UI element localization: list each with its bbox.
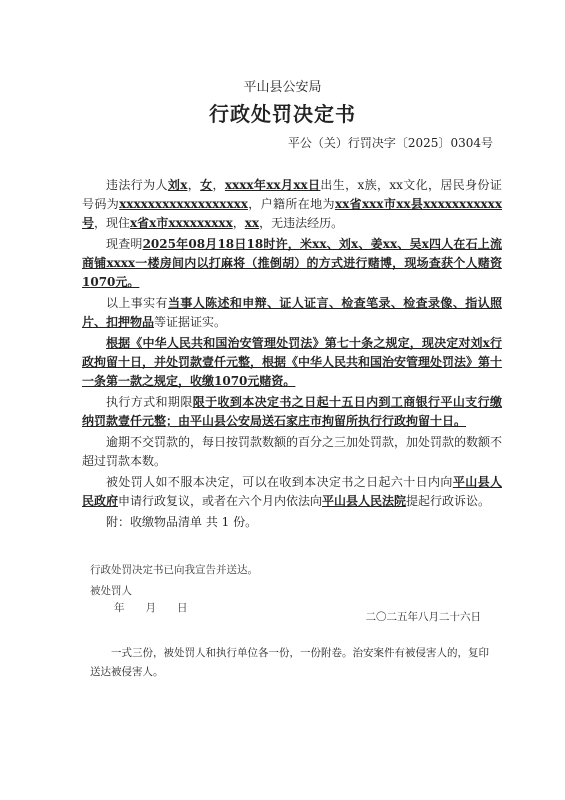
- text: 以上事实有: [106, 296, 168, 310]
- delivery-statement: 行政处罚决定书已向我宣告并送达。: [90, 564, 258, 576]
- issuing-agency: 平山县公安局: [243, 80, 322, 95]
- document-number: 平公（关）行罚决字〔2025〕0304号: [287, 136, 493, 150]
- text: 现查明: [106, 237, 143, 251]
- appeal-government: 平山县人民政府: [82, 475, 502, 508]
- party-name: 刘x: [167, 178, 188, 192]
- text: 被处罚人如不服本决定，可以在收到本决定书之日起六十日内向: [106, 475, 453, 489]
- text: 执行方式和期限: [106, 395, 193, 409]
- party-dob: xxxx年xx月xx日: [224, 178, 321, 192]
- party-info-paragraph: [82, 176, 502, 233]
- party-domicile: xx省xxx市xx县xxxxxxxxxxx号: [82, 197, 502, 230]
- late-fee-paragraph: 逾期不交罚款的，每日按罚款数额的百分之三加处罚款，加处罚款的数额不超过罚款本数。: [82, 435, 503, 468]
- facts-paragraph: [82, 235, 502, 292]
- text: ，: [212, 178, 225, 192]
- party-residence-extra: xx: [244, 216, 260, 230]
- issue-date: 二〇二五年八月二十六日: [365, 611, 481, 623]
- text: 提起行政诉讼。: [406, 494, 491, 508]
- text: ，无违法经历。: [259, 216, 344, 230]
- text: 出生，x族，xx文化，居民身份证号码为: [82, 178, 502, 211]
- copies-footnote: 一式三份，被处罚人和执行单位各一份，一份附卷。治安案件有被侵害人的，复印送达被侵害人。: [90, 647, 489, 678]
- text: ，: [187, 178, 201, 192]
- text: 申请行政复议，或者在六个月内依法向: [118, 494, 323, 508]
- appeal-court: 平山县人民法院: [322, 494, 407, 508]
- text: 违法行为人: [106, 178, 168, 192]
- facts-text: 2025年08月18日18时许，米xx、刘x、姜xx、吴x四人在石上流商铺xxxx一楼房间内以打麻将（推倒胡）的方式进行赌博，现场查获个人赌资1070元。: [82, 237, 502, 289]
- evidence-paragraph: [82, 294, 502, 332]
- signature-date-placeholder: 年 月 日: [114, 602, 188, 614]
- execution-paragraph: [82, 393, 502, 431]
- decision-text: 根据《中华人民共和国治安管理处罚法》第七十条之规定，现决定对刘x行政拘留十日，并处罚款壹仟元整，根据《中华人民共和国治安管理处罚法》第十一条第一款之规定，收缴1070元赌资。: [82, 336, 503, 388]
- party-residence: x省x市xxxxxxxxx: [130, 216, 233, 230]
- evidence-list: 当事人陈述和申辩、证人证言、检查笔录、检查录像、指认照片、扣押物品: [82, 296, 502, 329]
- text: 等证据证实。: [154, 315, 227, 329]
- text: ，户籍所在地为: [247, 197, 335, 211]
- document-body: [82, 176, 502, 534]
- execution-text: 限于收到本决定书之日起十五日内到工商银行平山支行缴纳罚款壹仟元整；由平山县公安局送石家庄市拘留所执行行政拘留十日。: [82, 395, 502, 428]
- appeal-paragraph: [82, 473, 502, 511]
- text: ，: [232, 216, 245, 230]
- attachment-paragraph: 附：收缴物品清单 共 1 份。: [106, 515, 258, 529]
- party-id-number: xxxxxxxxxxxxxxxxxx: [119, 197, 248, 211]
- decision-paragraph: [82, 334, 502, 391]
- text: ，现住: [94, 216, 131, 230]
- signee-label: 被处罚人: [90, 585, 132, 597]
- party-gender: 女: [200, 178, 213, 192]
- document-title: 行政处罚决定书: [209, 102, 356, 126]
